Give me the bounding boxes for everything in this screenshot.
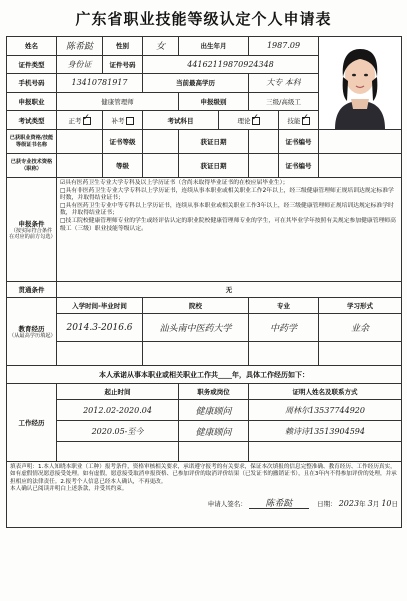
exam-skill-checkbox[interactable] <box>302 117 310 125</box>
prior-title-value[interactable] <box>57 154 103 178</box>
form-title: 广东省职业技能等级认定个人申请表 <box>75 10 332 28</box>
exam-theory-label: 理论 <box>237 116 251 125</box>
exam-retake-label: 补考 <box>111 116 125 125</box>
sign-month[interactable]: 3 <box>367 498 373 508</box>
applicant-signature[interactable]: 陈希跶 <box>249 501 309 509</box>
edu-hist-label: 教育经历 <box>18 324 45 333</box>
declaration-cell <box>7 462 402 528</box>
work-ref-2[interactable]: 赖诗诗13513904594 <box>249 421 402 442</box>
signature-line <box>10 500 398 509</box>
prior-title-no-value[interactable] <box>319 154 402 178</box>
name-value[interactable]: 陈希跶 <box>57 37 103 56</box>
prior-cert-date-label: 获证日期 <box>179 130 249 154</box>
id-no-label: 证件号码 <box>103 55 143 74</box>
prior-title-level-label: 等级 <box>103 154 143 178</box>
conditions-label-cell <box>7 178 57 282</box>
year-label: 年 <box>359 499 366 508</box>
exam-theory-option[interactable] <box>219 111 279 130</box>
id-type-label: 证件类型 <box>7 55 57 74</box>
exam-new-option[interactable] <box>57 111 103 130</box>
exam-skill-option[interactable] <box>279 111 319 130</box>
prior-title-label: 已获专业技术资格（职称） <box>7 154 57 178</box>
work-promise: 本人承诺从事本职业或相关职业工作共____年，具体工作经历如下： <box>7 366 402 384</box>
applicant-sign-label: 申请人签名： <box>207 499 247 508</box>
prior-title-date-value[interactable] <box>249 154 279 178</box>
gender-value[interactable]: 女 <box>143 37 179 56</box>
edu-major-value[interactable]: 中药学 <box>249 314 319 342</box>
work-post-1[interactable]: 健康顾问 <box>179 400 249 421</box>
work-hist-label: 工作经历 <box>7 384 57 462</box>
edu-major-empty[interactable] <box>249 342 319 366</box>
prior-cert-no-value[interactable] <box>319 130 402 154</box>
exam-type-label: 考试类型 <box>7 111 57 130</box>
work-post-empty[interactable] <box>179 442 249 462</box>
level-value[interactable]: 三级/高级工 <box>249 92 319 111</box>
edu-mode-empty[interactable] <box>319 342 402 366</box>
work-col-post: 职务或岗位 <box>179 384 249 400</box>
work-ref-1[interactable]: 周林尔13537744920 <box>249 400 402 421</box>
occupation-label: 申报职业 <box>7 92 57 111</box>
edu-label: 当前最高学历 <box>143 74 249 93</box>
conditions-list <box>57 178 402 282</box>
edu-hist-label-cell <box>7 298 57 366</box>
day-label: 日 <box>391 499 398 508</box>
edu-mode-value[interactable]: 业余 <box>319 314 402 342</box>
month-label: 月 <box>372 499 380 508</box>
edu-hist-sub-label: （从最高学历填起） <box>9 332 56 339</box>
prior-cert-value[interactable] <box>57 130 103 154</box>
edu-period-value[interactable]: 2014.3-2016.6 <box>57 314 143 342</box>
edu-col-major: 专业 <box>249 298 319 314</box>
applicant-photo <box>321 37 399 129</box>
condition-item-2[interactable]: □具有非医药卫生专业大学专科以上学历证书，连续从事本职业或相关职业工作2年以上，经三级健康管理师正规培训达规定标准学时数，并取得结业证书； <box>60 187 394 202</box>
work-period-1[interactable]: 2012.02-2020.04 <box>57 400 179 421</box>
declaration-text: 填表声明：1.本人知晓本职业（工种）报考条件，资格审核相关要求，承诺遵守报考的有关要求，保证本次填报的信息完整准确、教育经历、工作经历真实，如有虚假情况愿意接受处理。如有虚假，愿意接受取消申报资格、已参加评价的取消评价结果（已发证书的撤销证书），且在3年内不得参加评价的处理，并承担相应的法律责任。2.报考个人信息已经本人确认，不再更改。 <box>10 464 397 485</box>
prior-cert-level-value[interactable] <box>143 130 179 154</box>
exam-new-label: 正考 <box>68 116 82 125</box>
condition-item-1[interactable]: ☑具有医药卫生专业大学专科及以上学历证书（含尚未取得毕业证书的在校应届毕业生）； <box>60 180 289 186</box>
sign-year[interactable]: 2023 <box>338 498 360 508</box>
exam-retake-option[interactable] <box>103 111 143 130</box>
exam-retake-checkbox[interactable] <box>126 117 134 125</box>
trans-cond-label: 贯通条件 <box>7 282 57 298</box>
work-col-period: 起止时间 <box>57 384 179 400</box>
name-label: 姓名 <box>7 37 57 56</box>
edu-value[interactable]: 大专 本科 <box>249 74 319 93</box>
edu-col-period: 入学时间-毕业时间 <box>57 298 143 314</box>
prior-title-no-label: 证书编号 <box>279 154 319 178</box>
prior-cert-label: 已获职业资格/技能等级证书名称 <box>7 130 57 154</box>
exam-skill-label: 技能 <box>287 116 301 125</box>
occupation-value[interactable]: 健康管理师 <box>57 92 179 111</box>
prior-cert-date-value[interactable] <box>249 130 279 154</box>
table-row <box>7 314 402 342</box>
prior-title-level-value[interactable] <box>143 154 179 178</box>
work-post-2[interactable]: 健康顾问 <box>179 421 249 442</box>
level-label: 申报级别 <box>179 92 249 111</box>
edu-school-value[interactable]: 汕头南中医药大学 <box>143 314 249 342</box>
exam-new-checkbox[interactable] <box>83 117 91 125</box>
application-form-table <box>6 36 402 528</box>
phone-label: 手机号码 <box>7 74 57 93</box>
declaration-confirm: 本人确认已阅读并明白上述条款，并受其约束。 <box>10 486 128 493</box>
conditions-sub-label: （按实际符合条件在对应的前方勾选） <box>9 227 56 240</box>
table-row <box>7 342 402 366</box>
work-ref-empty[interactable] <box>249 442 402 462</box>
work-period-empty[interactable] <box>57 442 179 462</box>
birth-value[interactable]: 1987.09 <box>249 37 319 56</box>
gender-label: 性别 <box>103 37 143 56</box>
edu-school-empty[interactable] <box>143 342 249 366</box>
edu-col-school: 院校 <box>143 298 249 314</box>
prior-title-date-label: 获证日期 <box>179 154 249 178</box>
trans-cond-value: 无 <box>57 282 402 298</box>
conditions-label: 申报条件 <box>18 219 45 228</box>
work-period-2[interactable]: 2020.05-至今 <box>57 421 179 442</box>
edu-period-empty[interactable] <box>57 342 143 366</box>
table-row <box>7 442 402 462</box>
date-label: 日期： <box>317 499 337 508</box>
table-row <box>7 421 402 442</box>
prior-cert-level-label: 证书等级 <box>103 130 143 154</box>
photo-cell <box>319 37 402 130</box>
phone-value[interactable]: 13410781917 <box>57 74 143 93</box>
exam-theory-checkbox[interactable] <box>252 117 260 125</box>
exam-subject-label: 考试科目 <box>143 111 219 130</box>
sign-day[interactable]: 10 <box>381 498 392 508</box>
condition-item-3[interactable]: □具有医药卫生专业中等专科以上学历证书，连续从事本职业或相关职业工作3年以上，经三级健康管理师正规培训达规定标准学时数，并取得结业证书； <box>60 202 394 217</box>
birth-label: 出生年月 <box>179 37 249 56</box>
edu-col-mode: 学习形式 <box>319 298 402 314</box>
prior-cert-no-label: 证书编号 <box>279 130 319 154</box>
table-row <box>7 400 402 421</box>
id-type-value[interactable]: 身份证 <box>57 55 103 74</box>
id-no-value[interactable]: 44162119870924348 <box>143 55 319 74</box>
condition-item-4[interactable]: □技工院校健康管理师专业的学生或经评估认定的职业院校健康管理师专业的学生，可在其毕业学年按照有关规定参加健康管理师高级工（三级）职业技能等级认定。 <box>60 217 396 232</box>
work-col-ref: 证明人姓名及联系方式 <box>249 384 402 400</box>
